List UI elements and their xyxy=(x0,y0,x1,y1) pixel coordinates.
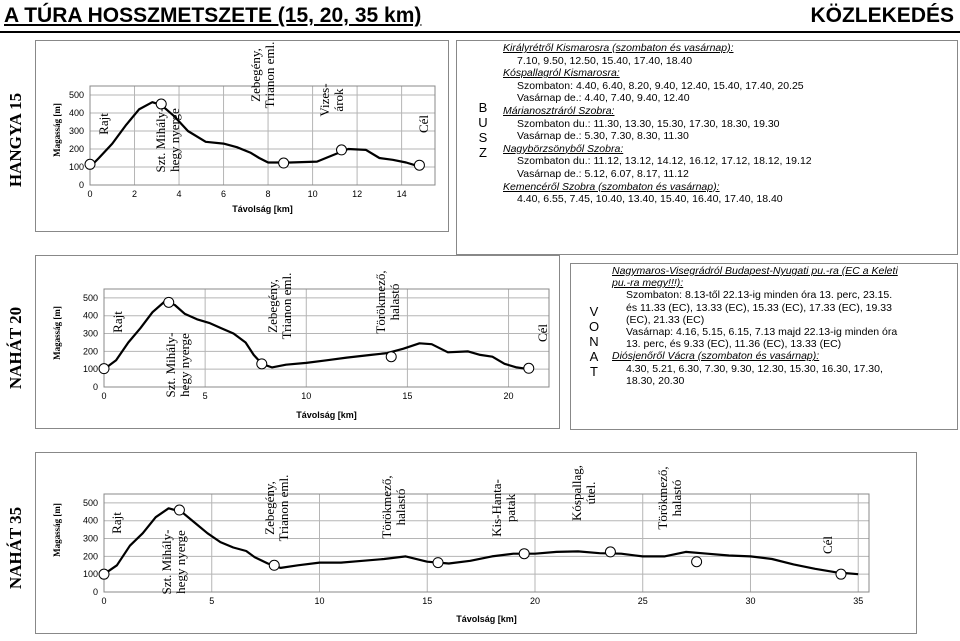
r15-label-start: Rajt xyxy=(96,113,111,135)
bus-schedule xyxy=(503,42,812,206)
route-35-label: NAHÁT 35 xyxy=(6,506,25,590)
checkpoint-marker xyxy=(605,547,615,557)
r35-label-kis-hanta: Kis-Hanta- patak xyxy=(489,479,518,537)
bus-line: Nagybörzsönyből Szobra: xyxy=(503,142,624,155)
r35-label-kospallag: Kóspallag, útel. xyxy=(569,465,598,521)
x-tick-label: 10 xyxy=(314,596,325,606)
train-letter: T xyxy=(590,364,598,379)
bus-letter: B xyxy=(478,100,488,115)
x-tick-label: 25 xyxy=(637,596,648,606)
route-15-y-label: Magasság [m] xyxy=(52,103,62,157)
y-tick-label: 0 xyxy=(92,382,98,392)
x-tick-label: 2 xyxy=(132,189,138,199)
train-line: Szombaton: 8.13-től 22.13-ig minden óra 13. perc, 23.15. xyxy=(626,289,893,302)
x-tick-label: 10 xyxy=(301,391,312,401)
x-tick-label: 4 xyxy=(176,189,182,199)
train-line: (EC), 21.33 (EC) xyxy=(626,313,705,326)
y-tick-label: 100 xyxy=(82,569,98,580)
y-tick-label: 100 xyxy=(82,364,98,375)
x-tick-label: 10 xyxy=(307,189,318,199)
transport-heading: KÖZLEKEDÉS xyxy=(810,4,954,27)
y-tick-label: 0 xyxy=(92,587,98,597)
y-tick-label: 0 xyxy=(78,180,84,190)
r15-label-finish: Cél xyxy=(416,114,431,134)
bus-line: Szombaton du.: 11.12, 13.12, 14.12, 16.12, 17.12, 18.12, 19.12 xyxy=(517,155,812,168)
x-tick-label: 20 xyxy=(503,391,514,401)
checkpoint-marker xyxy=(433,558,443,568)
train-line: pu.-ra megy!!!): xyxy=(612,277,684,290)
x-tick-label: 30 xyxy=(745,596,756,606)
r20-label-saddle: Szt. Mihály- hegy nyerge xyxy=(163,332,192,398)
bus-line: 7.10, 9.50, 12.50, 15.40, 17.40, 18.40 xyxy=(517,54,693,67)
y-tick-label: 200 xyxy=(68,144,84,154)
y-tick-label: 200 xyxy=(82,551,98,562)
bus-line: Királyrétről Kismarosra (szombaton és vasárnap): xyxy=(503,42,734,54)
route-35-y-label: Magasság [m] xyxy=(52,503,62,557)
checkpoint-marker xyxy=(269,560,279,570)
bus-line: Kemencéről Szobra (szombaton és vasárnap): xyxy=(503,180,720,193)
train-line: és 11.33 (EC), 13.33 (EC), 15.33 (EC), 17.33 (EC), 19.33 xyxy=(626,301,892,314)
x-tick-label: 5 xyxy=(202,391,208,401)
train-vertical-label xyxy=(588,304,600,379)
y-tick-label: 100 xyxy=(68,162,84,172)
bus-line: Szombaton: 4.40, 6.40, 8.20, 9.40, 12.40, 15.40, 17.40, 20.25 xyxy=(517,79,804,92)
bus-line: 4.40, 6.55, 7.45, 10.40, 13.40, 15.40, 16.40, 17.40, 18.40 xyxy=(517,193,783,206)
x-tick-label: 15 xyxy=(422,596,433,606)
train-line: Vasárnap: 4.16, 5.15, 6.15, 7.13 majd 22.13-ig minden óra xyxy=(626,326,898,339)
r35-label-saddle: Szt. Mihály- hegy nyerge xyxy=(159,529,188,595)
r35-label-torokmezo-2: Törökmező, halastó xyxy=(655,466,684,530)
y-tick-label: 500 xyxy=(82,497,98,508)
train-line: Diósjenőről Vácra (szombaton és vasárnap): xyxy=(612,350,820,363)
train-line: 13. perc, és 9.33 (EC), 11.36 (EC), 13.33 (EC) xyxy=(626,338,842,351)
r35-label-zebegeny: Zebegény, Trianon eml. xyxy=(262,474,291,542)
train-line: 4.30, 5.21, 6.30, 7.30, 9.30, 12.30, 15.30, 16.30, 17.30, xyxy=(626,362,883,375)
x-tick-label: 15 xyxy=(402,391,413,401)
y-tick-label: 400 xyxy=(68,108,84,118)
y-tick-label: 500 xyxy=(82,292,98,303)
train-letter: N xyxy=(589,334,599,349)
bus-line: Szombaton du.: 11.30, 13.30, 15.30, 17.30, 18.30, 19.30 xyxy=(517,117,780,130)
bus-line: Vasárnap de.: 5.12, 6.07, 8.17, 11.12 xyxy=(517,167,689,180)
r20-label-finish: Cél xyxy=(535,323,550,343)
x-tick-label: 0 xyxy=(101,391,107,401)
route-15-label: HANGYA 15 xyxy=(6,92,25,188)
bus-letter: Z xyxy=(479,145,487,160)
route-20-label: NAHÁT 20 xyxy=(6,306,25,390)
x-axis-label: Távolság [km] xyxy=(296,410,357,420)
bus-letter: S xyxy=(478,130,488,145)
checkpoint-marker xyxy=(836,569,846,579)
y-tick-label: 200 xyxy=(82,346,98,357)
checkpoint-marker xyxy=(519,549,529,559)
bus-letter: U xyxy=(478,115,488,130)
r35-label-torokmezo-1: Törökmező, halastó xyxy=(379,475,408,539)
x-tick-label: 0 xyxy=(87,189,93,199)
bus-line: Vasárnap de.: 5.30, 7.30, 8.30, 11.30 xyxy=(517,130,689,143)
y-tick-label: 300 xyxy=(68,126,84,136)
y-tick-label: 400 xyxy=(82,310,98,321)
train-schedule xyxy=(612,265,898,387)
plot-area xyxy=(104,494,869,592)
train-letter: A xyxy=(589,349,599,364)
r20-label-torokmezo: Törökmező, halastó xyxy=(373,270,402,334)
checkpoint-marker xyxy=(174,505,184,515)
x-axis-label: Távolság [km] xyxy=(232,204,293,214)
train-line: Nagymaros-Visegrádról Budapest-Nyugati pu.-ra (EC a Keleti xyxy=(612,265,898,277)
x-tick-label: 35 xyxy=(853,596,864,606)
r20-label-zebegeny: Zebegény, Trianon eml. xyxy=(265,272,294,340)
r15-label-vizesarok: Vizes- árok xyxy=(317,83,346,117)
x-tick-label: 20 xyxy=(529,596,540,606)
y-tick-label: 500 xyxy=(68,90,84,100)
x-axis-label: Távolság [km] xyxy=(456,614,517,624)
checkpoint-marker xyxy=(692,557,702,567)
bus-vertical-label xyxy=(477,100,489,160)
checkpoint-marker xyxy=(99,569,109,579)
train-line: 18.30, 20.30 xyxy=(626,374,685,387)
train-letter: V xyxy=(589,304,599,319)
elevation-line xyxy=(104,508,858,574)
bus-line: Vasárnap de.: 4.40, 7.40, 9.40, 12.40 xyxy=(517,92,690,105)
r15-label-zebegeny: Zebegény, Trianon eml. xyxy=(248,41,277,109)
bus-line: Kóspallagról Kismarosra: xyxy=(503,67,620,80)
train-letter: O xyxy=(588,319,600,334)
y-tick-label: 400 xyxy=(82,515,98,526)
y-tick-label: 300 xyxy=(82,328,98,339)
x-tick-label: 5 xyxy=(209,596,215,606)
x-tick-label: 14 xyxy=(396,189,407,199)
page-title: A TÚRA HOSSZMETSZETE (15, 20, 35 km) xyxy=(4,4,422,27)
x-tick-label: 6 xyxy=(221,189,227,199)
r20-label-start: Rajt xyxy=(110,311,125,333)
r35-label-start: Rajt xyxy=(109,512,124,534)
x-tick-label: 8 xyxy=(265,189,271,199)
x-tick-label: 0 xyxy=(101,596,107,606)
x-tick-label: 12 xyxy=(352,189,363,199)
r35-label-finish: Cél xyxy=(820,535,835,555)
y-tick-label: 300 xyxy=(82,533,98,544)
route-20-y-label: Magasság [m] xyxy=(52,306,62,360)
r15-label-saddle: Szt. Mihály- hegy nyerge xyxy=(153,107,182,173)
bus-line: Márianosztráról Szobra: xyxy=(503,104,615,117)
